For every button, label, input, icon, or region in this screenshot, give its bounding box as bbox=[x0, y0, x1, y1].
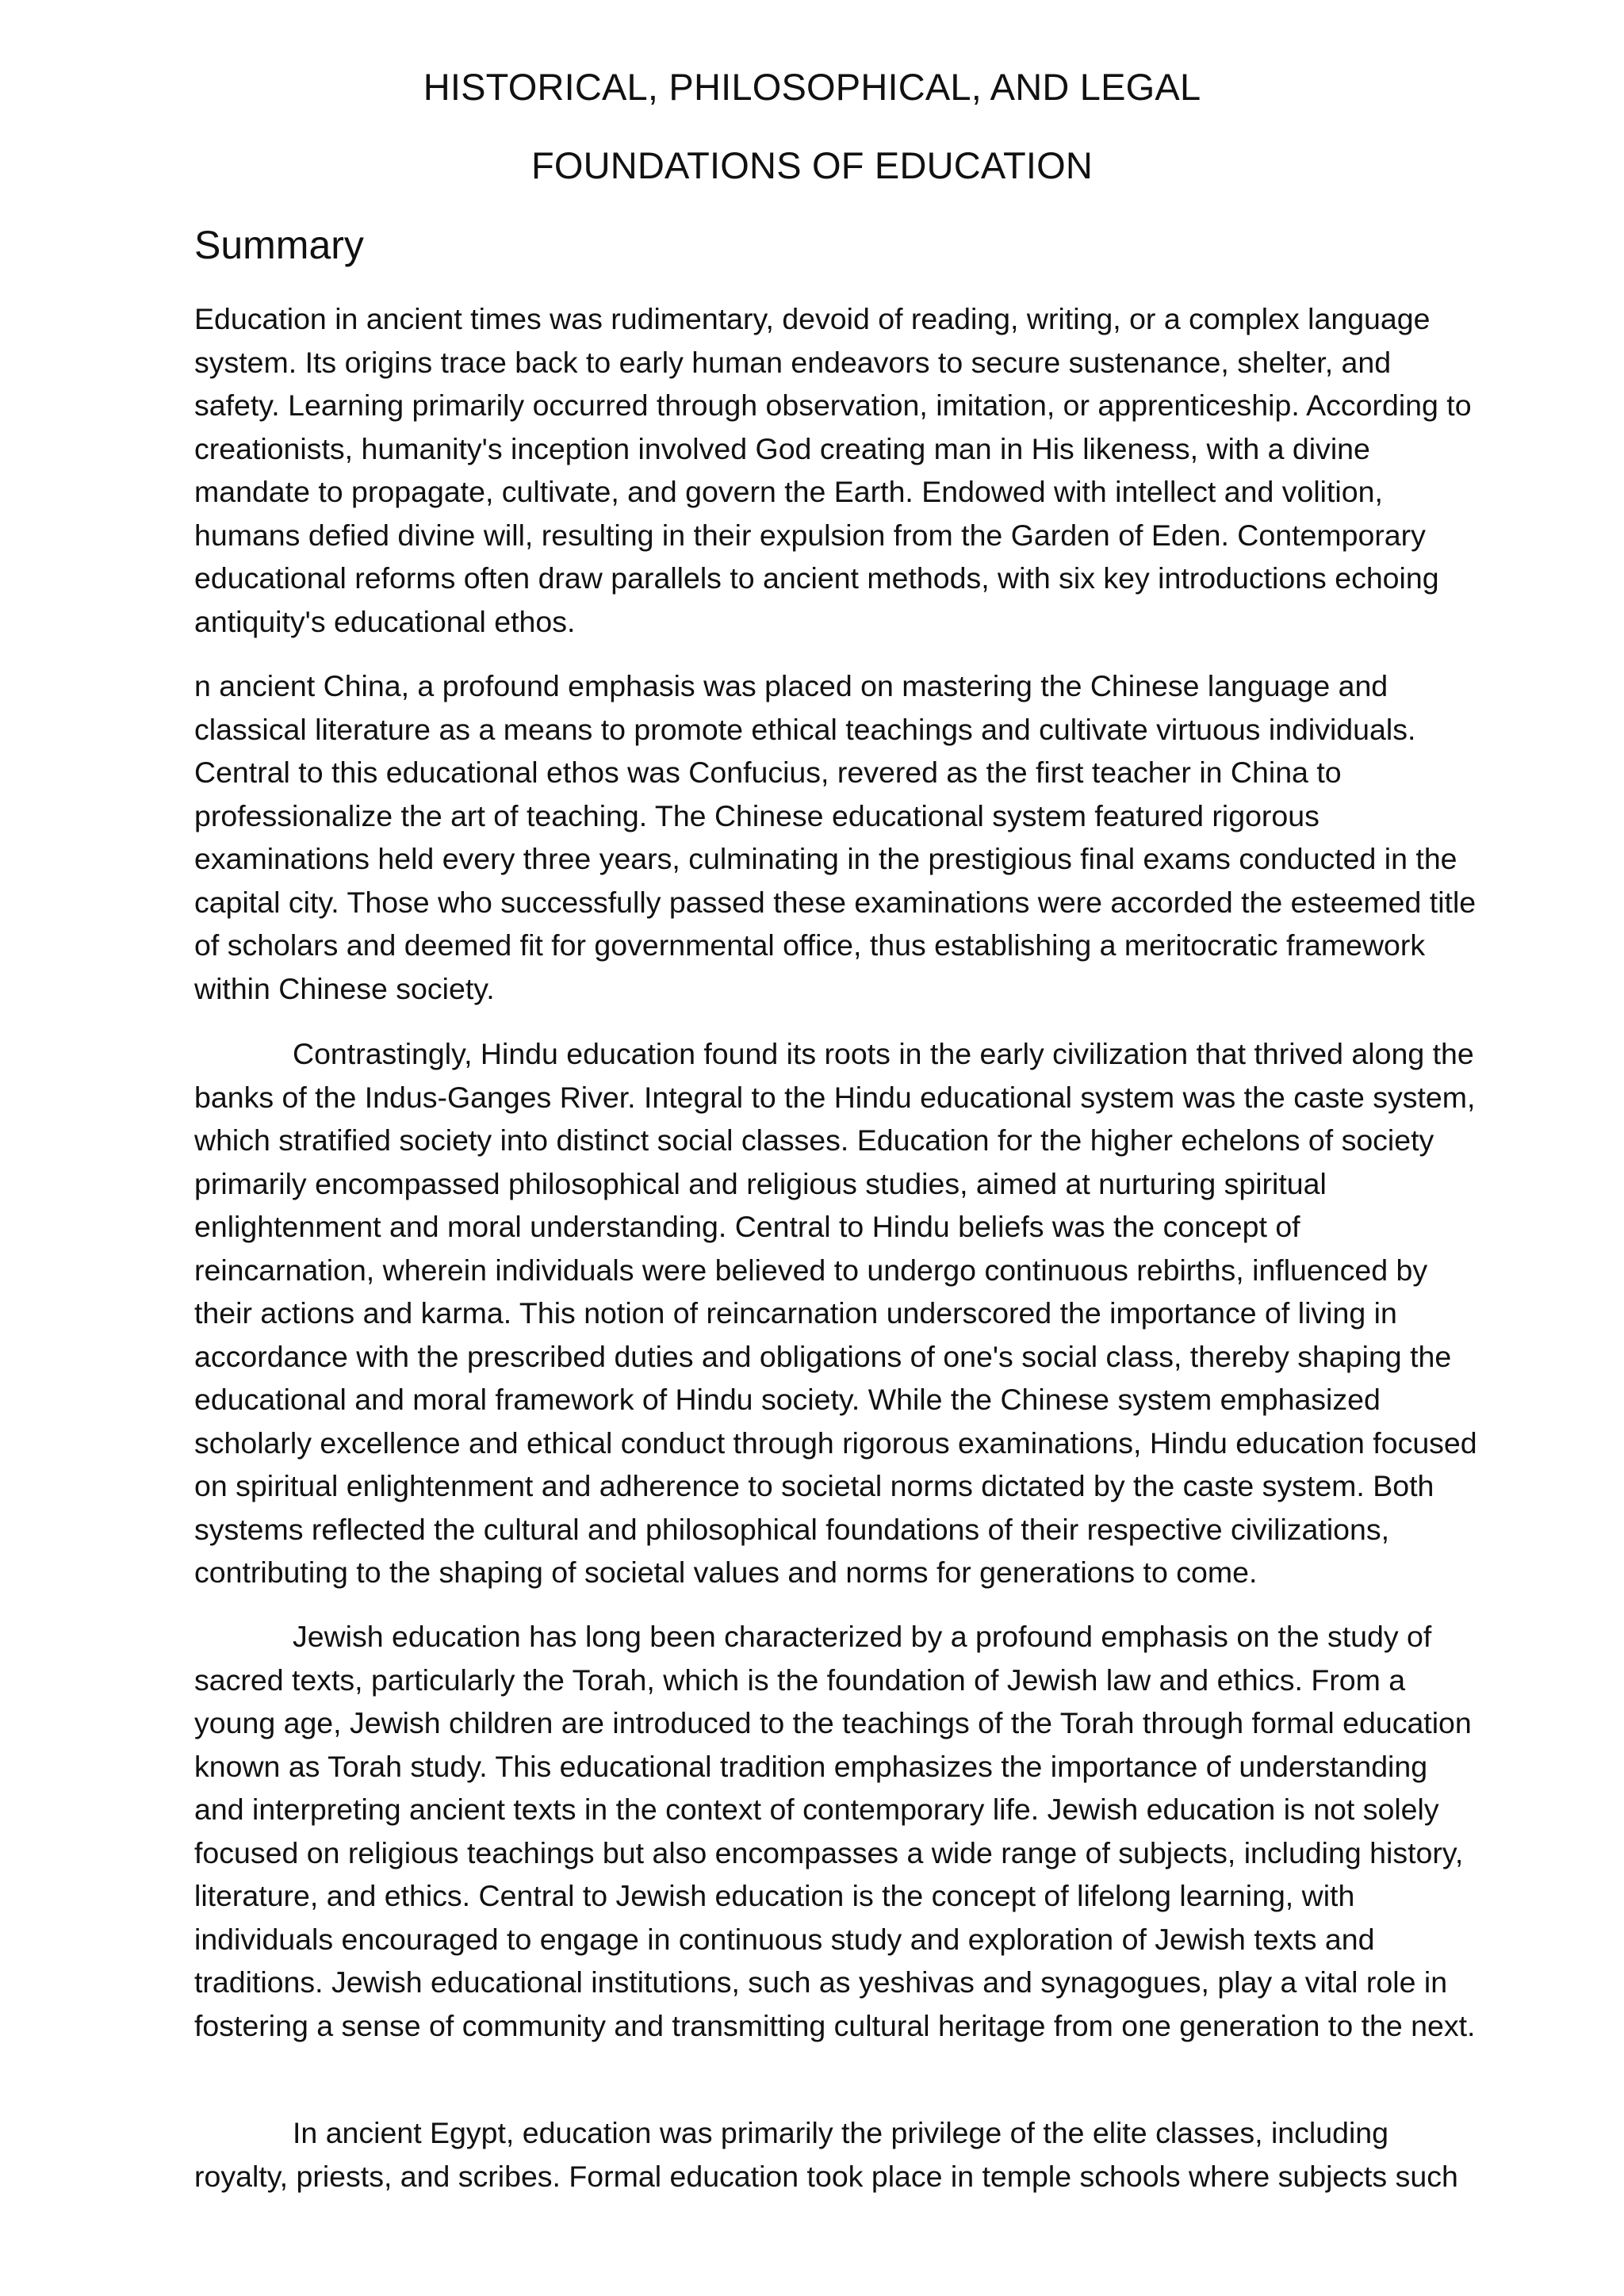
paragraph-ancient-china: n ancient China, a profound emphasis was placed on mastering the Chinese language and classical literature as a means to promote ethical teachings and cultivate virtuous individuals. Central to this educational ethos was Confucius, revered as the first teacher in China to professionalize the art of teaching. The Chinese educational system featured rigorous examinations held every three years, culminating in the prestigious final exams conducted in the capital city. Those who successfully passed these examinations were accorded the esteemed title of scholars and deemed fit for governmental office, thus establishing a meritocratic framework within Chinese society. bbox=[194, 669, 1477, 1005]
paragraph-hindu-education: Contrastingly, Hindu education found its roots in the early civilization that thrived along the banks of the Indus-Ganges River. Integral to the Hindu educational system was the caste system, which stratified society into distinct social classes. Education for the higher echelons of society primarily encompassed philosophical and religious studies, aimed at nurturing spiritual enlightenment and moral understanding. Central to Hindu beliefs was the concept of reincarnation, wherein individuals were believed to undergo continuous rebirths, influenced by their actions and karma. This notion of reincarnation underscored the importance of living in accordance with the prescribed duties and obligations of one's social class, thereby shaping the educational and moral framework of Hindu society. While the Chinese system emphasized scholarly excellence and ethical conduct through rigorous examinations, Hindu education focused on spiritual enlightenment and adherence to societal norms dictated by the caste system. Both systems reflected the cultural and philosophical foundations of their respective civilizations, contributing to the shaping of societal values and norms for generations to come. bbox=[194, 1037, 1477, 1589]
document-title-line-1: HISTORICAL, PHILOSOPHICAL, AND LEGAL bbox=[423, 66, 1201, 108]
paragraph-jewish-education: Jewish education has long been characterized by a profound emphasis on the study of sacred texts, particularly the Torah, which is the foundation of Jewish law and ethics. From a young age, Jewish children are introduced to the teachings of the Torah through formal education known as Torah study. This educational tradition emphasizes the importance of understanding and interpreting ancient texts in the context of contemporary life. Jewish education is not solely focused on religious teachings but also encompasses a wide range of subjects, including history, literature, and ethics. Central to Jewish education is the concept of lifelong learning, with individuals encouraged to engage in continuous study and exploration of Jewish texts and traditions. Jewish educational institutions, such as yeshivas and synagogues, play a vital role in fostering a sense of community and transmitting cultural heritage from one generation to the next. bbox=[194, 1620, 1476, 2042]
paragraph-ancient-education: Education in ancient times was rudimentary, devoid of reading, writing, or a complex language system. Its origins trace back to early human endeavors to secure sustenance, shelter, and safety. Learning primarily occurred through observation, imitation, or apprenticeship. According to creationists, humanity's inception involved God creating man in His likeness, with a divine mandate to propagate, cultivate, and govern the Earth. Endowed with intellect and volition, humans defied divine will, resulting in their expulsion from the Garden of Eden. Contemporary educational reforms often draw parallels to ancient methods, with six key introductions echoing antiquity's educational ethos. bbox=[194, 302, 1472, 638]
section-heading-summary: Summary bbox=[194, 223, 364, 267]
paragraph-ancient-egypt: In ancient Egypt, education was primarily the privilege of the elite classes, including royalty, priests, and scribes. Formal education took place in temple schools where subjects such bbox=[194, 2116, 1458, 2193]
document-title-line-2: FOUNDATIONS OF EDUCATION bbox=[530, 144, 1094, 186]
